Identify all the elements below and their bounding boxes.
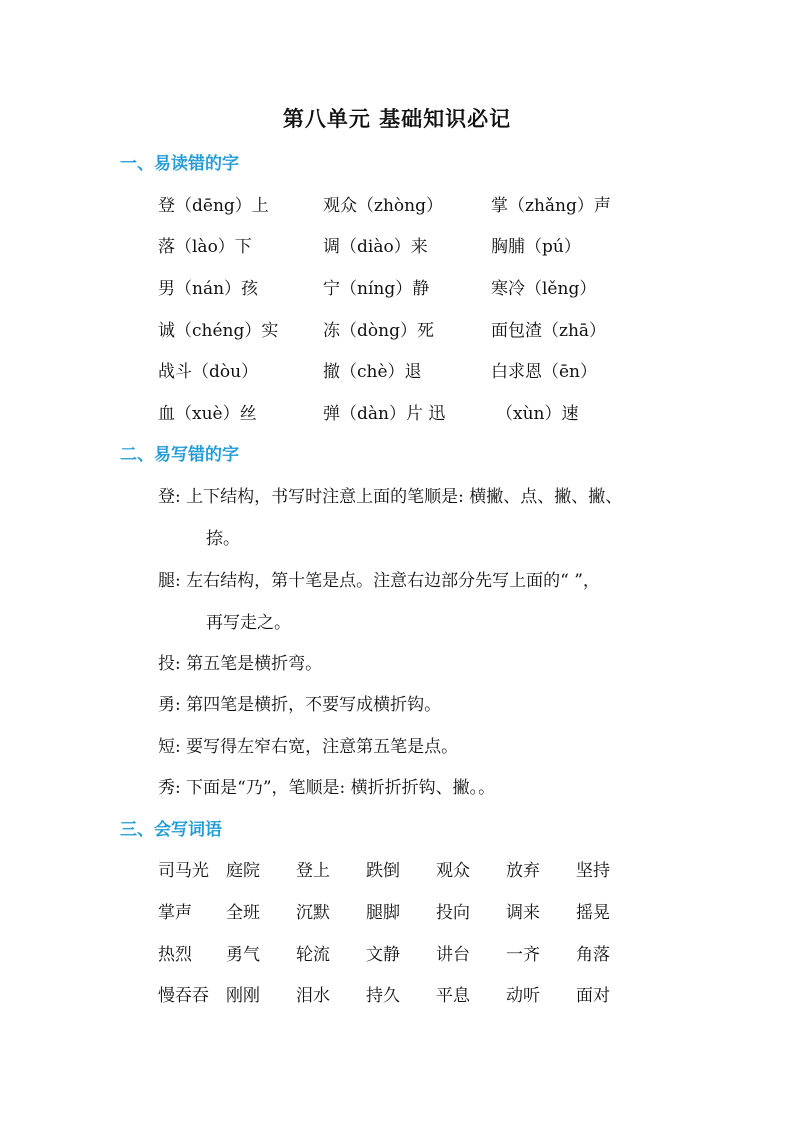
vocab-word: 摇晃 bbox=[576, 903, 610, 923]
writing-note-line: 短: 要写得左窄右宽，注意第五笔是点。 bbox=[158, 737, 459, 757]
vocab-word: 跌倒 bbox=[366, 861, 400, 881]
vocab-word: 放弃 bbox=[506, 861, 540, 881]
vocab-word: 庭院 bbox=[226, 861, 260, 881]
vocab-word: 投向 bbox=[436, 903, 470, 923]
section-heading-1: 一、易读错的字 bbox=[120, 154, 239, 174]
pinyin-item: 诚（chéng）实 bbox=[158, 321, 279, 341]
vocab-word: 沉默 bbox=[296, 903, 330, 923]
vocab-word: 慢吞吞 bbox=[158, 986, 209, 1006]
pinyin-item: 男（nán）孩 bbox=[158, 279, 259, 299]
vocab-word: 腿脚 bbox=[366, 903, 400, 923]
pinyin-item: 寒冷（lěng） bbox=[491, 279, 597, 299]
vocab-word: 动听 bbox=[506, 986, 540, 1006]
writing-note-line: 腿: 左右结构，第十笔是点。注意右边部分先写上面的“ ”， bbox=[158, 571, 600, 591]
pinyin-item: 白求恩（ēn） bbox=[491, 362, 598, 382]
pinyin-item: 血（xuè）丝 bbox=[158, 404, 257, 424]
vocab-word: 刚刚 bbox=[226, 986, 260, 1006]
pinyin-item: 撤（chè）退 bbox=[323, 362, 422, 382]
pinyin-item: 胸脯（pú） bbox=[491, 237, 581, 257]
pinyin-item: 调（diào）来 bbox=[323, 237, 428, 257]
pinyin-item: 宁（níng）静 bbox=[323, 279, 430, 299]
writing-note-line: 秀: 下面是“乃”，笔顺是: 横折折折钩、撇。。 bbox=[158, 778, 496, 798]
vocab-word: 一齐 bbox=[506, 945, 540, 965]
vocab-word: 平息 bbox=[436, 986, 470, 1006]
pinyin-item: 冻（dòng）死 bbox=[323, 321, 434, 341]
vocab-word: 观众 bbox=[436, 861, 470, 881]
page-title: 第八单元 基础知识必记 bbox=[282, 106, 512, 131]
vocab-word: 持久 bbox=[366, 986, 400, 1006]
pinyin-item: 战斗（dòu） bbox=[158, 362, 259, 382]
vocab-word: 调来 bbox=[506, 903, 540, 923]
writing-note-line: 投: 第五笔是横折弯。 bbox=[158, 654, 323, 674]
writing-note-line: 再写走之。 bbox=[206, 613, 291, 633]
pinyin-item: 落（lào）下 bbox=[158, 237, 252, 257]
writing-note-line: 登: 上下结构，书写时注意上面的笔顺是: 横撇、点、撇、撇、 bbox=[158, 487, 623, 507]
vocab-word: 全班 bbox=[226, 903, 260, 923]
vocab-word: 角落 bbox=[576, 945, 610, 965]
section-heading-3: 三、会写词语 bbox=[120, 820, 222, 840]
vocab-word: 泪水 bbox=[296, 986, 330, 1006]
vocab-word: 司马光 bbox=[158, 861, 209, 881]
pinyin-item: 登（dēng）上 bbox=[158, 196, 269, 216]
vocab-word: 掌声 bbox=[158, 903, 192, 923]
pinyin-item: 掌（zhǎng）声 bbox=[491, 196, 611, 216]
vocab-word: 勇气 bbox=[226, 945, 260, 965]
writing-note-line: 勇: 第四笔是横折，不要写成横折钩。 bbox=[158, 695, 442, 715]
writing-note-line: 捺。 bbox=[206, 529, 240, 549]
pinyin-item: （xùn）速 bbox=[496, 404, 579, 424]
vocab-word: 轮流 bbox=[296, 945, 330, 965]
vocab-word: 文静 bbox=[366, 945, 400, 965]
pinyin-item: 面包渣（zhā） bbox=[491, 321, 607, 341]
section-heading-2: 二、易写错的字 bbox=[120, 445, 239, 465]
pinyin-item: 弹（dàn）片 迅 bbox=[323, 404, 446, 424]
vocab-word: 登上 bbox=[296, 861, 330, 881]
vocab-word: 坚持 bbox=[576, 861, 610, 881]
pinyin-item: 观众（zhòng） bbox=[323, 196, 443, 216]
vocab-word: 面对 bbox=[576, 986, 610, 1006]
vocab-word: 讲台 bbox=[436, 945, 470, 965]
vocab-word: 热烈 bbox=[158, 945, 192, 965]
